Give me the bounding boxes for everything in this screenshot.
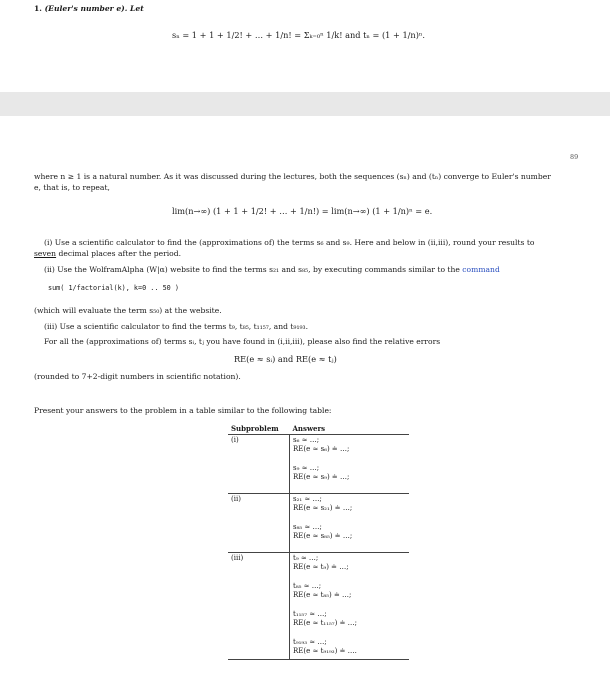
subproblem-cell: (iii) (228, 553, 290, 660)
answer-entry (293, 610, 406, 628)
table-row (228, 435, 409, 494)
command-note: (which will evaluate the term s₅₀) at the website. (34, 306, 222, 315)
problem-title: (Euler's number e). Let (44, 4, 144, 13)
answers-cell (290, 494, 410, 553)
problem-number: 1. (34, 4, 42, 13)
relative-error: RE(e ≈ t₉₁₉₃) ≐ …. (293, 647, 357, 655)
page-main (0, 116, 610, 700)
definition-formula: sₙ = 1 + 1 + 1/2! + … + 1/n! = Σₖ₌₀ⁿ 1/k! and tₙ = (1 + 1/n)ⁿ. (172, 30, 426, 40)
term-approx: s₉ ≈ …; (293, 464, 320, 472)
present-line: Present your answers to the problem in a table similar to the following table: (34, 406, 332, 415)
underlined-word: seven (34, 249, 57, 258)
subproblem-cell: (i) (228, 435, 290, 494)
part-i-line-1: (i) Use a scientific calculator to find the (approximations of) the terms s₆ and s₉. Here and below in (ii,iii), round your results to (44, 238, 535, 247)
relative-error: RE(e ≈ t₈₅) ≐ …; (293, 591, 352, 599)
header-answers: Answers (290, 423, 410, 435)
relative-error: RE(e ≈ s₉) ≐ …; (293, 473, 350, 481)
relative-error: RE(e ≈ s₈₅) ≐ …; (293, 532, 353, 540)
answer-entry (293, 495, 406, 513)
limit-formula: lim(n→∞) (1 + 1 + 1/2! + … + 1/n!) = lim(n→∞) (1 + 1/n)ⁿ = e. (172, 206, 433, 216)
relative-error: RE(e ≈ t₉) ≐ …; (293, 563, 349, 571)
rounding-note: (rounded to 7+2-digit numbers in scientific notation). (34, 372, 241, 381)
part-i-line-2-rest: decimal places after the period. (58, 249, 182, 258)
page-number: 89 (570, 153, 579, 161)
part-ii-text: (ii) Use the WolframAlpha (W|α) website to find the terms s₂₁ and s₈₅, by executing commands similar to the (44, 265, 460, 274)
relative-error: RE(e ≈ s₆) ≐ …; (293, 445, 350, 453)
table-row (228, 494, 409, 553)
intro-line-2: e, that is, to repeat, (34, 183, 110, 192)
term-approx: s₂₁ ≈ …; (293, 495, 322, 503)
answer-entry (293, 554, 406, 572)
relative-error: RE(e ≈ t₁₁₅₇) ≐ …; (293, 619, 358, 627)
answer-entry (293, 582, 406, 600)
part-iii-line: (iii) Use a scientific calculator to find the terms t₉, t₈₅, t₁₁₅₇, and t₉₁₉₃. (44, 322, 309, 331)
term-approx: t₁₁₅₇ ≈ …; (293, 610, 327, 618)
answers-cell (290, 553, 410, 660)
term-approx: t₈₅ ≈ …; (293, 582, 322, 590)
problem-heading (34, 4, 144, 14)
command-link[interactable]: command (462, 265, 500, 274)
answer-entry (293, 523, 406, 541)
answer-entry (293, 436, 406, 454)
table-header-row (228, 423, 409, 435)
answer-entry (293, 464, 406, 482)
wolfram-command: sum( 1/factorial(k), k=0 .. 50 ) (48, 284, 179, 292)
term-approx: s₈₅ ≈ …; (293, 523, 322, 531)
relative-error: RE(e ≈ s₂₁) ≐ …; (293, 504, 353, 512)
term-approx: s₆ ≈ …; (293, 436, 320, 444)
header-subproblem: Subproblem (228, 423, 290, 435)
part-ii-line (44, 265, 500, 275)
term-approx: t₉₁₉₃ ≈ …; (293, 638, 327, 646)
subproblem-cell: (ii) (228, 494, 290, 553)
page-top (0, 0, 610, 92)
intro-line-1: where n ≥ 1 is a natural number. As it was discussed during the lectures, both the sequences (sₙ) and (tₙ) converge to Euler's number (34, 172, 551, 181)
part-i-line-2 (34, 249, 181, 259)
answers-table (228, 423, 409, 660)
relative-errors-line: For all the (approximations of) terms sᵢ, tⱼ you have found in (i,ii,iii), please also find the relative errors (44, 337, 441, 346)
table-row (228, 553, 409, 660)
term-approx: t₉ ≈ …; (293, 554, 319, 562)
relative-errors-formula: RE(e ≈ sᵢ) and RE(e ≈ tⱼ) (234, 354, 337, 364)
answer-entry (293, 638, 406, 656)
answers-cell (290, 435, 410, 494)
